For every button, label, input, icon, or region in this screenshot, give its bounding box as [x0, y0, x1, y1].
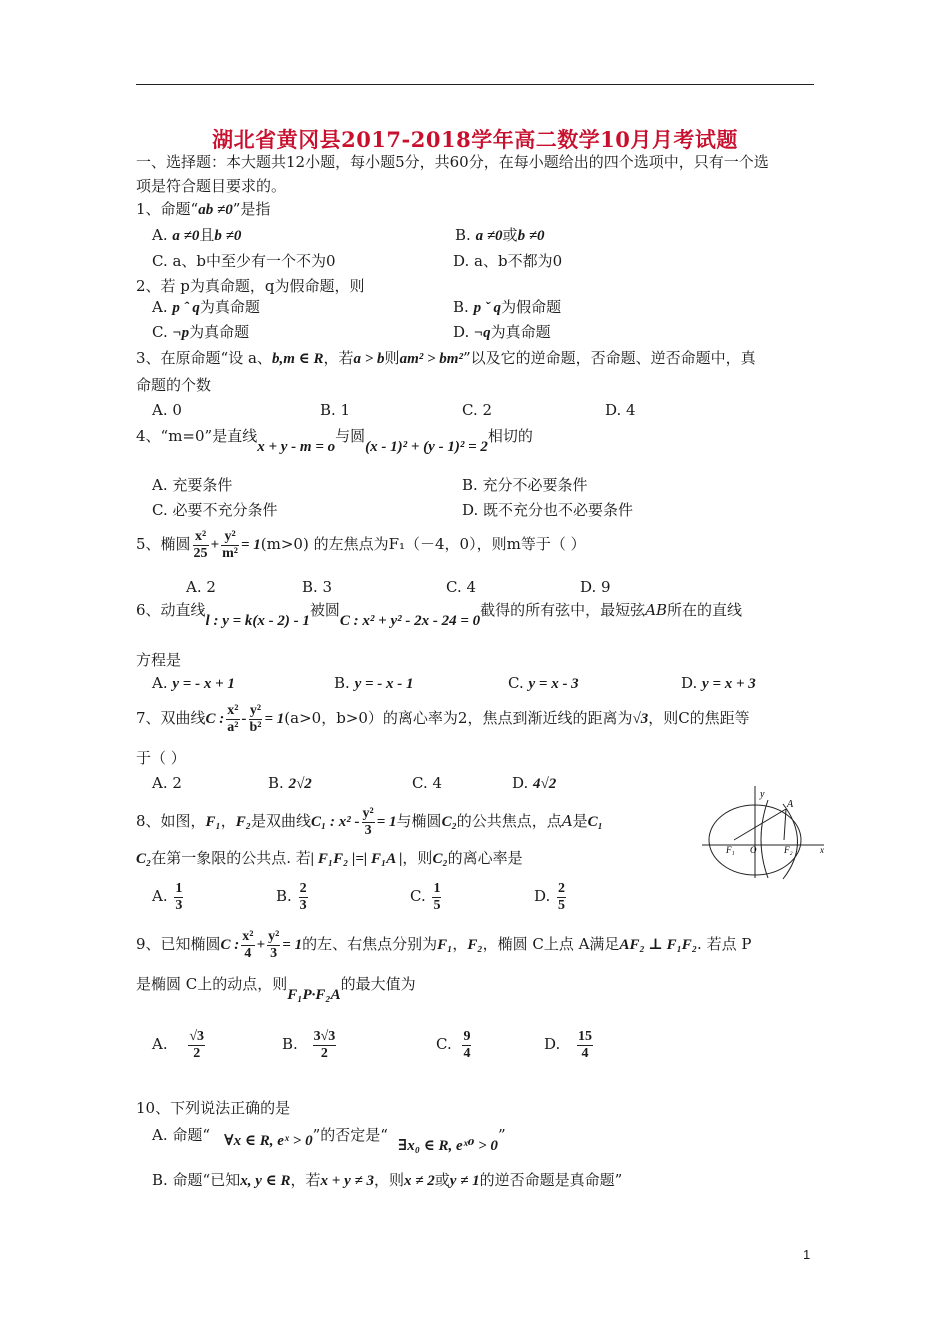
- q5-option-a: A. 2: [186, 578, 216, 596]
- q3-option-a: A. 0: [152, 401, 182, 419]
- q8-frac: $\frac{\text{y²}}{3}$: [362, 805, 374, 838]
- q7-option-d: D. 4√2: [512, 774, 557, 792]
- q4-option-d: D. 既不充分也不必要条件: [462, 501, 634, 519]
- q8-stem-line-2: C₂在第一象限的公共点. 若| F₁F₂ |=| F₁A |，则C₂的离心率是: [136, 849, 523, 867]
- intro-line-1: 一、选择题：本大题共12小题，每小题5分，共60分，在每小题给出的四个选项中，只有一个选: [136, 153, 769, 171]
- q3-option-d: D. 4: [605, 401, 636, 419]
- q4-option-b: B. 充分不必要条件: [462, 476, 588, 494]
- q6-option-b: B. y = - x - 1: [334, 674, 414, 692]
- q9-stem-line-2: 是椭圆 C上的动点，则F₁P·F₂A的最大值为: [136, 975, 416, 1003]
- q2-option-a: A. p ˆ q为真命题: [152, 298, 260, 316]
- figure-hyperbola-left: [761, 800, 768, 878]
- q5-frac-2: $\frac{\text{y²}}{\text{m²}}$: [222, 528, 238, 561]
- q2-option-b: B. p ˇ q为假命题: [453, 298, 562, 316]
- q5-frac-1: $\frac{\text{x²}}{25}$: [193, 528, 208, 561]
- q3-option-c: C. 2: [462, 401, 493, 419]
- q6-stem-line-2: 方程是: [136, 651, 182, 669]
- q8-option-d: D. $\frac{2}{5}$: [534, 880, 566, 913]
- q2-option-d: D. ¬q为真命题: [453, 323, 551, 341]
- q7-frac-1: $\frac{\text{x²}}{\text{a²}}$: [227, 702, 239, 735]
- q6-option-c: C. y = x - 3: [508, 674, 579, 692]
- q8-stem: 8、如图，F₁，F₂是双曲线C₁ : x² - $\frac{\text{y²}}{3}$ = 1与椭圆C₂的公共焦点，点A是C₁: [136, 805, 603, 838]
- q7-stem: 7、双曲线C : $\frac{\text{x²}}{\text{a²}}$ - $\frac{\text{y²}}{\text{b²}}$ = 1(a>0，b>0）的离心率为2，焦点到渐近线的距离为√3，则C的焦距等: [136, 702, 750, 735]
- q7-option-a: A. 2: [152, 774, 182, 792]
- figure-label-y: y: [760, 789, 765, 800]
- q3-stem-line-1: 3、在原命题“设 a、b,m ∈ R，若a > b则am² > bm²”以及它的逆命题，否命题、逆否命题中，真: [136, 349, 756, 367]
- q2-stem: 2、若 p为真命题，q为假命题，则: [136, 277, 365, 295]
- figure-label-x: x: [820, 845, 824, 855]
- q9-option-d: D. $\frac{15}{4}$: [544, 1028, 593, 1061]
- intro-line-2: 项是符合题目要求的。: [136, 177, 287, 195]
- q6-option-a: A. y = - x + 1: [152, 674, 235, 692]
- page-number: 1: [803, 1247, 811, 1262]
- q10-stem: 10、下列说法正确的是: [136, 1099, 291, 1117]
- q7-frac-2: $\frac{\text{y²}}{\text{b²}}$: [249, 702, 262, 735]
- q2-option-c: C. ¬p为真命题: [152, 323, 250, 341]
- q9-option-a: A. $\frac{√3}{2}$: [152, 1028, 205, 1061]
- q1-stem: 1、命题“ab ≠0”是指: [136, 200, 271, 218]
- figure-label-a: A: [787, 799, 794, 810]
- figure-label-f1: F₁: [726, 845, 735, 855]
- q9-option-c: C. $\frac{9}{4}$: [436, 1028, 471, 1061]
- q5-option-c: C. 4: [446, 578, 477, 596]
- q10-option-b: B. 命题“已知x, y ∈ R，若x + y ≠ 3，则x ≠ 2或y ≠ 1的逆否命题是真命题”: [152, 1171, 623, 1189]
- q1-option-d: D. a、b不都为0: [453, 252, 563, 270]
- q10-option-a: A. 命题“ ∀x ∈ R, eˣ > 0”的否定是“∃x₀ ∈ R, eˣ⁰ > 0”: [152, 1126, 506, 1154]
- page-title: 湖北省黄冈县2017-2018学年高二数学10月月考试题: [212, 127, 738, 152]
- q4-option-a: A. 充要条件: [152, 476, 233, 494]
- q3-option-b: B. 1: [320, 401, 351, 419]
- figure-label-f2: F₂: [784, 845, 793, 855]
- q7-stem-line-2: 于（ ）: [136, 749, 186, 767]
- figure-label-o: O: [750, 845, 757, 855]
- q6-stem: 6、动直线l : y = k(x - 2) - 1被圆C : x² + y² - 2x - 24 = 0截得的所有弦中，最短弦AB所在的直线: [136, 601, 743, 629]
- q9-stem: 9、已知椭圆C : $\frac{\text{x²}}{4}$ + $\frac{\text{y²}}{3}$ = 1的左、右焦点分别为F₁，F₂，椭圆 C上点 A满足AF₂ ⊥ F₁F₂. 若点 P: [136, 928, 752, 961]
- q1-option-b: B. a ≠0或b ≠0: [455, 226, 545, 244]
- q1-option-a: A. a ≠0且b ≠0: [152, 226, 242, 244]
- q9-option-b: B. $\frac{3√3}{2}$: [282, 1028, 336, 1061]
- q5-stem: 5、椭圆 $\frac{\text{x²}}{25}$ + $\frac{\text{y²}}{\text{m²}}$ = 1(m>0) 的左焦点为F₁（－4，0），则m等于（ ）: [136, 528, 586, 561]
- figure-segment-f1a: [734, 809, 786, 840]
- q5-option-b: B. 3: [302, 578, 333, 596]
- q1-option-c: C. a、b中至少有一个不为0: [152, 252, 336, 270]
- q7-option-c: C. 4: [412, 774, 443, 792]
- q4-stem: 4、“m=0”是直线x + y - m = o与圆(x - 1)² + (y - 1)² = 2相切的: [136, 427, 533, 455]
- q6-option-d: D. y = x + 3: [681, 674, 756, 692]
- q4-option-c: C. 必要不充分条件: [152, 501, 278, 519]
- q8-figure: [700, 782, 830, 882]
- q8-option-c: C. $\frac{1}{5}$: [410, 880, 441, 913]
- q5-option-d: D. 9: [580, 578, 611, 596]
- q8-option-a: A. $\frac{1}{3}$: [152, 880, 183, 913]
- q7-option-b: B. 2√2: [268, 774, 312, 792]
- q9-frac-1: $\frac{\text{x²}}{4}$: [242, 928, 254, 961]
- header-rule: [136, 84, 814, 85]
- q8-option-b: B. $\frac{2}{3}$: [276, 880, 307, 913]
- q9-frac-2: $\frac{\text{y²}}{3}$: [268, 928, 280, 961]
- q3-stem-line-2: 命题的个数: [136, 376, 212, 394]
